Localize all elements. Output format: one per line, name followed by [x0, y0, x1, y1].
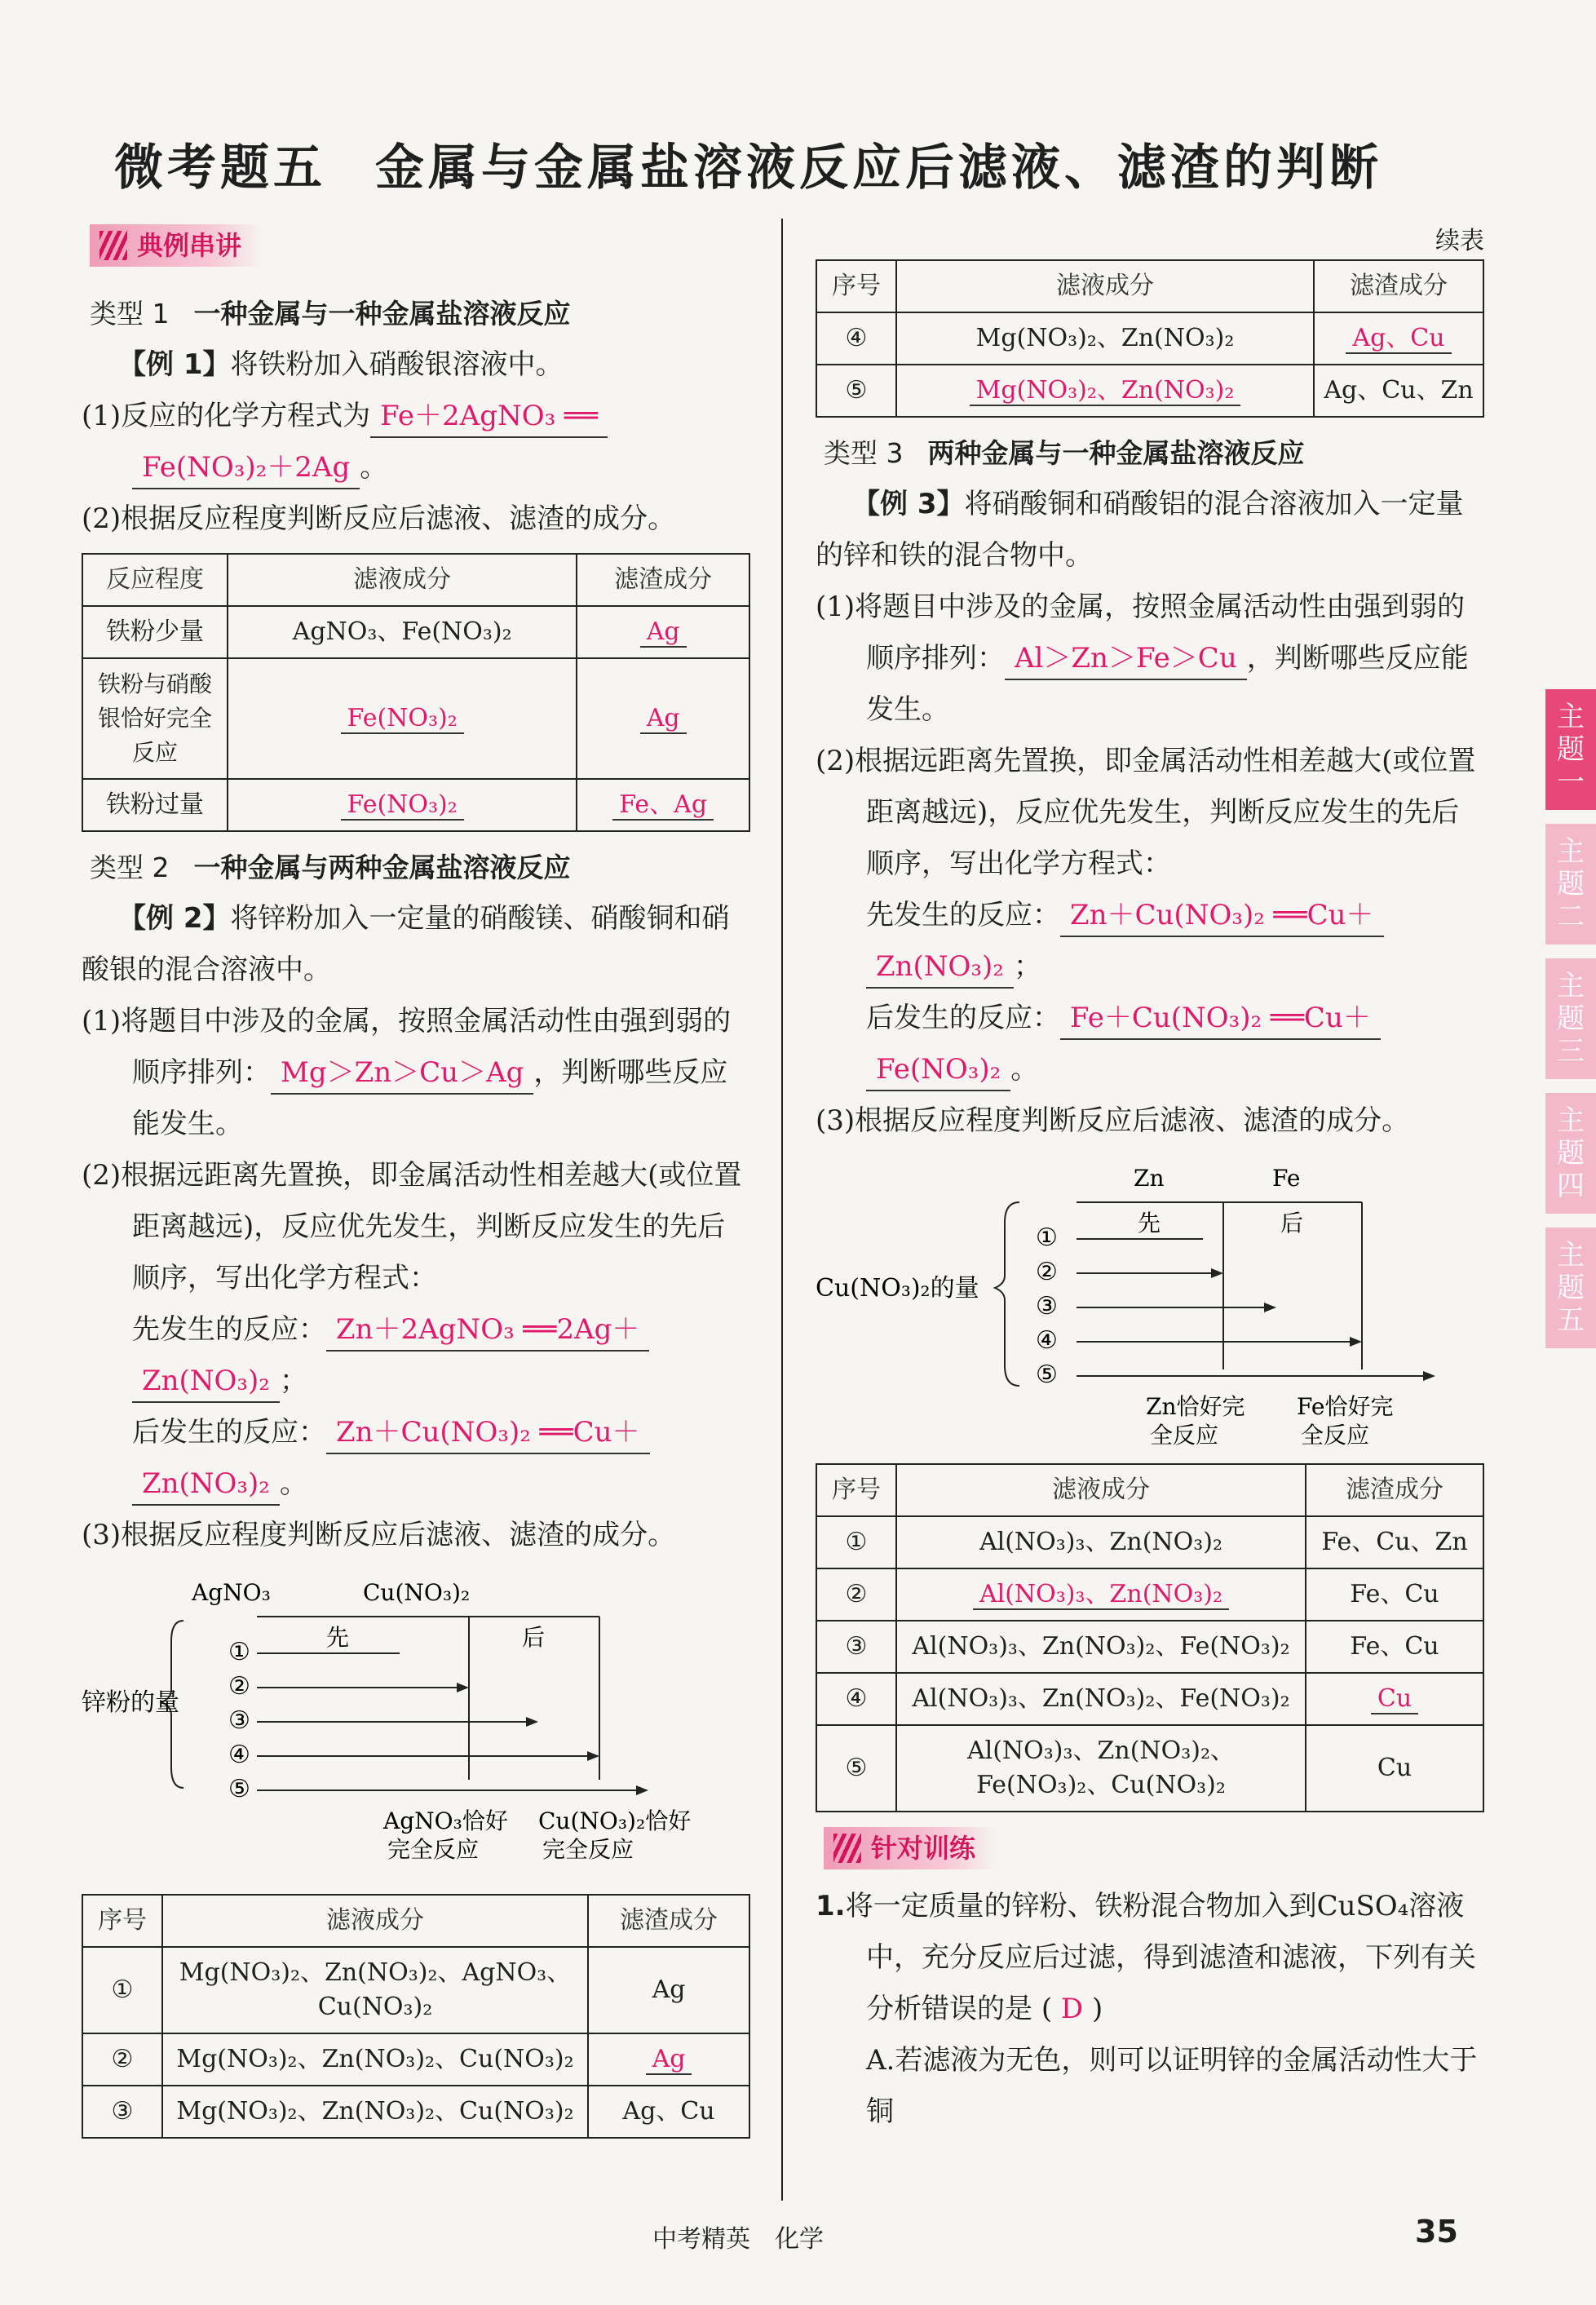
svg-text:Fe恰好完: Fe恰好完 [1297, 1393, 1394, 1420]
example1-q2: (2)根据反应程度判断反应后滤液、滤渣的成分。 [82, 502, 676, 535]
example1-q1: (1)反应的化学方程式为 Fe＋2AgNO₃ ══ [82, 391, 750, 442]
answer-order3: Al＞Zn＞Fe＞Cu [1005, 638, 1247, 680]
table-row: ③ Mg(NO₃)₂、Zn(NO₃)₂、Cu(NO₃)₂ Ag、Cu [82, 2086, 749, 2138]
question-1-answer: D [1060, 1993, 1084, 2025]
example2-first: 先发生的反应： Zn＋2AgNO₃ ══2Ag＋ [82, 1304, 750, 1356]
example2-q1: (1)将题目中涉及的金属，按照金属活动性由强到弱的顺序排列： Mg＞Zn＞Cu＞Ag ，判断哪些反应能发生。 [82, 1005, 732, 1140]
example3-q3: (3)根据反应程度判断反应后滤液、滤渣的成分。 [816, 1104, 1410, 1137]
banner-examples: 典例串讲 [90, 224, 263, 267]
title-part1: 微考题五 [114, 139, 326, 197]
table-example2: 序号 滤液成分 滤渣成分 ① Mg(NO₃)₂、Zn(NO₃)₂、AgNO₃、Cu(NO₃)₂ Ag ② Mg(NO₃)₂、Zn(NO₃)₂、Cu(NO₃)₂ Ag ③ Mg(NO₃)₂、Zn(NO₃)₂、Cu(NO₃)₂ Ag、Cu [82, 1894, 750, 2139]
question-1-option-a: A.若滤液为无色，则可以证明锌的金属活动性大于铜 [866, 2044, 1478, 2128]
example1-q1-cont: Fe(NO₃)₂＋2Ag 。 [82, 442, 750, 493]
answer-order2: Mg＞Zn＞Cu＞Ag [271, 1052, 533, 1095]
svg-text:后: 后 [522, 1624, 546, 1651]
side-tab-1[interactable]: 主题一 [1545, 689, 1596, 810]
side-tab-3[interactable]: 主题三 [1545, 958, 1596, 1079]
svg-text:①: ① [228, 1638, 250, 1666]
table-row: ⑤ Mg(NO₃)₂、Zn(NO₃)₂ Ag、Cu、Zn [816, 365, 1483, 417]
side-tab-5[interactable]: 主题五 [1545, 1228, 1596, 1348]
example3-q1: (1)将题目中涉及的金属，按照金属活动性由强到弱的顺序排列： Al＞Zn＞Fe＞Cu ，判断哪些反应能发生。 [816, 591, 1469, 726]
table-row: 铁粉过量 Fe(NO₃)₂ Fe、Ag [82, 779, 749, 831]
svg-text:Fe: Fe [1272, 1165, 1301, 1192]
svg-text:完全反应: 完全反应 [542, 1836, 634, 1863]
example2-second: 后发生的反应： Zn＋Cu(NO₃)₂ ══Cu＋ [82, 1407, 750, 1458]
side-tab-4[interactable]: 主题四 [1545, 1093, 1596, 1214]
svg-text:全反应: 全反应 [1150, 1422, 1219, 1449]
type2-heading: 类型 2 一种金属与两种金属盐溶液反应 [90, 852, 571, 883]
example3-q2: (2)根据远距离先置换，即金属活动性相差越大(或位置距离越远)，反应优先发生，判断反应发生的先后顺序，写出化学方程式： [816, 745, 1476, 880]
table-row: ② Al(NO₃)₃、Zn(NO₃)₂ Fe、Cu [816, 1568, 1483, 1621]
diagram-label-a: AgNO₃ [192, 1579, 271, 1606]
diagram-zinc [82, 1576, 750, 1869]
svg-text:全反应: 全反应 [1301, 1422, 1370, 1449]
diagram-copper-nitrate [816, 1161, 1484, 1455]
svg-text:③: ③ [1036, 1292, 1058, 1321]
example3-first: 先发生的反应： Zn＋Cu(NO₃)₂ ══Cu＋ [816, 890, 1484, 941]
diagram-label-b: Cu(NO₃)₂ [363, 1579, 471, 1606]
continued-label: 续表 [1435, 227, 1484, 255]
svg-text:AgNO₃恰好: AgNO₃恰好 [383, 1807, 508, 1834]
column-divider [781, 219, 783, 2201]
example3-second: 后发生的反应： Fe＋Cu(NO₃)₂ ══Cu＋ [816, 993, 1484, 1044]
answer-equation1-line1: Fe＋2AgNO₃ ══ [370, 396, 608, 438]
svg-text:②: ② [228, 1672, 250, 1701]
svg-text:①: ① [1036, 1223, 1058, 1252]
title-part2: 金属与金属盐溶液反应后滤液、滤渣的判断 [375, 139, 1382, 197]
diagram-rows [228, 1638, 648, 1803]
side-tab-2[interactable]: 主题二 [1545, 824, 1596, 945]
svg-text:后: 后 [1280, 1210, 1304, 1237]
table-row: 铁粉与硝酸银恰好完全反应 Fe(NO₃)₂ Ag [82, 658, 749, 779]
table-row: ④ Al(NO₃)₃、Zn(NO₃)₂、Fe(NO₃)₂ Cu [816, 1673, 1483, 1725]
svg-text:④: ④ [1036, 1326, 1058, 1355]
diagram-rows [1036, 1223, 1435, 1389]
answer-equation1-line2: Fe(NO₃)₂＋2Ag [132, 447, 360, 489]
svg-text:Zn: Zn [1134, 1165, 1165, 1192]
example3-text: 【例 3】将硝酸铜和硝酸铝的混合溶液加入一定量的锌和铁的混合物中。 [816, 488, 1464, 572]
page-number: 35 [1415, 2214, 1458, 2250]
svg-text:④: ④ [228, 1741, 250, 1769]
table-example3: 序号 滤液成分 滤渣成分 ① Al(NO₃)₃、Zn(NO₃)₂ Fe、Cu、Zn ② Al(NO₃)₃、Zn(NO₃)₂ Fe、Cu ③ Al(NO₃)₃、Zn(NO₃)₂、Fe(NO₃)₂ Fe、Cu ④ Al(NO₃)₃、Zn(NO₃)₂、Fe(NO₃)₂ Cu ⑤ Al(NO₃)₃、Zn(NO₃)₂、Fe(NO₃)₂、Cu(NO₃)₂ Cu [816, 1463, 1484, 1812]
example1-text: 【例 1】将铁粉加入硝酸银溶液中。 [118, 348, 564, 381]
table-row: ③ Al(NO₃)₃、Zn(NO₃)₂、Fe(NO₃)₂ Fe、Cu [816, 1621, 1483, 1673]
table-example2-continued: 序号 滤液成分 滤渣成分 ④ Mg(NO₃)₂、Zn(NO₃)₂ Ag、Cu ⑤ Mg(NO₃)₂、Zn(NO₃)₂ Ag、Cu、Zn [816, 259, 1484, 418]
banner-practice: 针对训练 [824, 1827, 997, 1869]
example2-text: 【例 2】将锌粉加入一定量的硝酸镁、硝酸铜和硝酸银的混合溶液中。 [82, 902, 730, 986]
left-column: 典例串讲 类型 1 一种金属与一种金属盐溶液反应 【例 1】将铁粉加入硝酸银溶液中。 (1)反应的化学方程式为 Fe＋2AgNO₃ ══ Fe(NO₃)₂＋2Ag 。 (2)根据反应程度判断反应后滤液、滤渣的成分。 反应程度 滤液成分 滤渣成分 铁粉少量 AgNO₃、Fe(NO₃)₂ Ag 铁粉与硝酸银恰好完全反应 Fe(NO₃)₂ Ag 铁粉过量 Fe(NO₃)₂ Fe、Ag 类型 2 一种金属与两种金属盐溶液反应 【例 2】将锌粉加入一定量的硝酸镁、硝酸铜和硝酸银的混合溶液中。 (1)将题目中涉及的金属，按照金属活动性由强到弱的顺序排列： Mg＞Zn＞Cu＞Ag ，判断哪些反应能发生。 (2)根据远距离先置换，即金属活动性相差越大(或位置距离越远)，反应优先发生，判断反应发生的先后顺序，写出化学方程式： 先发生的反应： Zn＋2AgNO₃ ══2Ag＋ Zn(NO₃)₂ ； 后发生的反应： Zn＋Cu(NO₃)₂ ══Cu＋ Zn(NO₃)₂ 。 (3)根据反应程度判断反应后滤液、滤渣的成分。 AgNO₃ Cu(NO₃)₂ 先 后 锌粉的量 ① ② ③ ④ ⑤ AgNO₃恰好 完全反应 Cu(NO₃)₂恰好 完全反应 序号 滤液成分 滤渣成分 ① Mg(NO₃)₂、Zn(NO₃)₂、AgNO₃、Cu(NO₃)₂ Ag ② Mg(NO₃)₂、Zn(NO₃)₂、Cu(NO₃)₂ Ag ③ Mg(NO₃)₂、Zn(NO₃)₂、Cu(NO₃)₂ Ag、Cu [82, 224, 750, 2153]
table-row: ① Mg(NO₃)₂、Zn(NO₃)₂、AgNO₃、Cu(NO₃)₂ Ag [82, 1947, 749, 2033]
svg-text:先: 先 [326, 1624, 350, 1651]
table-row: 铁粉少量 AgNO₃、Fe(NO₃)₂ Ag [82, 606, 749, 658]
svg-text:Cu(NO₃)₂恰好: Cu(NO₃)₂恰好 [538, 1807, 692, 1834]
example2-q2: (2)根据远距离先置换，即金属活动性相差越大(或位置距离越远)，反应优先发生，判断反应发生的先后顺序，写出化学方程式： [82, 1159, 742, 1294]
table-row: ② Mg(NO₃)₂、Zn(NO₃)₂、Cu(NO₃)₂ Ag [82, 2033, 749, 2086]
question-1: 1.将一定质量的锌粉、铁粉混合物加入到CuSO₄溶液中，充分反应后过滤，得到滤渣和滤液，下列有关分析错误的是 ( D ) [816, 1890, 1476, 2025]
table-row: ① Al(NO₃)₃、Zn(NO₃)₂ Fe、Cu、Zn [816, 1516, 1483, 1568]
table-example1: 反应程度 滤液成分 滤渣成分 铁粉少量 AgNO₃、Fe(NO₃)₂ Ag 铁粉与硝酸银恰好完全反应 Fe(NO₃)₂ Ag 铁粉过量 Fe(NO₃)₂ Fe、Ag [82, 553, 750, 832]
svg-text:②: ② [1036, 1258, 1058, 1286]
reaction-diagram [82, 1576, 750, 1869]
svg-text:⑤: ⑤ [1036, 1360, 1058, 1389]
svg-text:先: 先 [1138, 1210, 1161, 1237]
footer-book: 中考精英 化学 [652, 2225, 824, 2254]
svg-text:⑤: ⑤ [228, 1775, 250, 1803]
svg-text:Zn恰好完: Zn恰好完 [1146, 1393, 1245, 1420]
svg-text:完全反应: 完全反应 [387, 1836, 480, 1863]
right-column: 续表 序号 滤液成分 滤渣成分 ④ Mg(NO₃)₂、Zn(NO₃)₂ Ag、Cu ⑤ Mg(NO₃)₂、Zn(NO₃)₂ Ag、Cu、Zn 类型 3 两种金属与一种金属盐溶液反应 【例 3】将硝酸铜和硝酸铝的混合溶液加入一定量的锌和铁的混合物中。 (1)将题目中涉及的金属，按照金属活动性由强到弱的顺序排列： Al＞Zn＞Fe＞Cu ，判断哪些反应能发生。 (2)根据远距离先置换，即金属活动性相差越大(或位置距离越远)，反应优先发生，判断反应发生的先后顺序，写出化学方程式： 先发生的反应： Zn＋Cu(NO₃)₂ ══Cu＋ Zn(NO₃)₂ ； 后发生的反应： Fe＋Cu(NO₃)₂ ══Cu＋ Fe(NO₃)₂ 。 (3)根据反应程度判断反应后滤液、滤渣的成分。 Zn Fe 先 后 Cu(NO₃)₂的量 ① ② ③ ④ ⑤ Zn恰好完 全反应 Fe恰好完 全反应 序号 滤液成分 滤渣成分 ① Al(NO₃)₃、Zn(NO₃)₂ Fe、Cu、Zn ② Al(NO₃)₃、Zn(NO₃)₂ Fe、Cu ③ Al(NO₃)₃、Zn(NO₃)₂、Fe(NO₃)₂ Fe、Cu ④ Al(NO₃)₃、Zn(NO₃)₂、Fe(NO₃)₂ Cu ⑤ Al(NO₃)₃、Zn(NO₃)₂、Fe(NO₃)₂、Cu(NO₃)₂ Cu 针对训练 1.将一定质量的锌粉、铁粉混合物加入到CuSO₄溶液中，充分反应后过滤，得到滤渣和滤液，下列有关分析错误的是 ( D ) A.若滤液为无色，则可以证明锌的金属活动性大于铜 [816, 224, 1484, 2138]
example2-q3: (3)根据反应程度判断反应后滤液、滤渣的成分。 [82, 1519, 676, 1551]
page-title [114, 129, 1382, 199]
type3-heading: 类型 3 两种金属与一种金属盐溶液反应 [824, 437, 1305, 469]
table-row: ④ Mg(NO₃)₂、Zn(NO₃)₂ Ag、Cu [816, 312, 1483, 365]
reaction-diagram [816, 1161, 1484, 1455]
type1-heading: 类型 1 一种金属与一种金属盐溶液反应 [90, 298, 571, 330]
svg-text:③: ③ [228, 1706, 250, 1735]
table-row: ⑤ Al(NO₃)₃、Zn(NO₃)₂、Fe(NO₃)₂、Cu(NO₃)₂ Cu [816, 1725, 1483, 1812]
diagram-side-label: 锌粉的量 [82, 1688, 179, 1717]
svg-text:Cu(NO₃)₂的量: Cu(NO₃)₂的量 [816, 1274, 979, 1303]
